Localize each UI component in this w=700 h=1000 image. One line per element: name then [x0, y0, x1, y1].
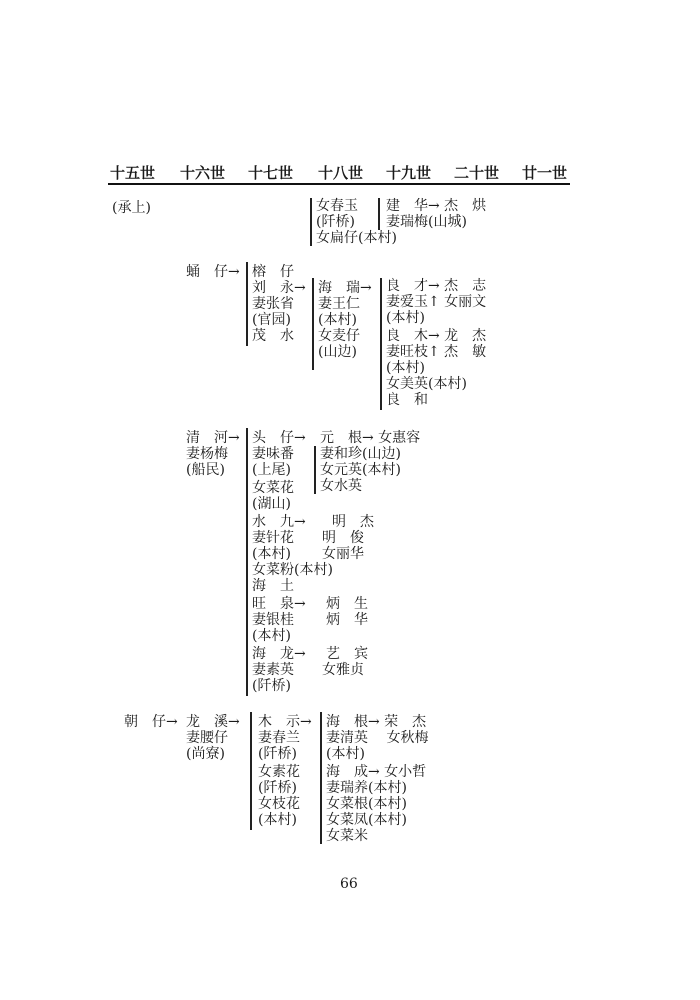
person-entry: 女雅贞	[322, 662, 364, 678]
gen-21: 廿一世	[522, 164, 568, 182]
person-entry: 女扁仔(本村)	[316, 230, 397, 246]
person-entry: 女春玉	[316, 198, 358, 214]
person-entry: 朝 仔→	[124, 714, 178, 730]
person-entry: 榕 仔	[252, 264, 294, 280]
page-number: 66	[340, 876, 358, 892]
person-entry: 女枝花	[258, 796, 300, 812]
gen-16: 十六世	[180, 164, 226, 182]
person-entry: 海 龙→	[252, 646, 306, 662]
bracket-line	[380, 278, 382, 410]
person-entry: 妻银桂	[252, 612, 294, 628]
bracket-line	[314, 446, 316, 494]
person-note: (尚寮)	[186, 746, 225, 762]
person-entry: 妻爱玉↑ 女丽文	[386, 294, 487, 310]
person-entry: 女菜凤(本村)	[326, 812, 407, 828]
gen-18: 十八世	[318, 164, 364, 182]
person-entry: 妻瑞养(本村)	[326, 780, 407, 796]
person-note: (阡桥)	[316, 214, 355, 230]
person-entry: 艺 宾	[326, 646, 368, 662]
person-note: (山边)	[318, 344, 357, 360]
person-entry: 明 杰	[332, 514, 374, 530]
person-entry: 女丽华	[322, 546, 364, 562]
bracket-line	[378, 198, 380, 230]
person-entry: 女麦仔	[318, 328, 360, 344]
person-note: (阡桥)	[258, 780, 297, 796]
person-entry: 炳 生	[326, 596, 368, 612]
person-note: (本村)	[326, 746, 365, 762]
gen-19: 十九世	[386, 164, 432, 182]
person-entry: 木 示→	[258, 714, 312, 730]
person-entry: 海 根→ 荣 杰	[326, 714, 427, 730]
person-entry: 妻和珍(山边)	[320, 446, 401, 462]
continued-note: (承上)	[112, 200, 151, 216]
person-entry: 女菜粉(本村)	[252, 562, 333, 578]
person-entry: 妻旺枝↑ 杰 敏	[386, 344, 487, 360]
bracket-line	[312, 278, 314, 370]
person-entry: 刘 永→	[252, 280, 306, 296]
person-note: (官园)	[252, 312, 291, 328]
person-entry: 茂 水	[252, 328, 294, 344]
bracket-line	[246, 428, 248, 696]
person-entry: 元 根→ 女惠容	[320, 430, 421, 446]
person-note: (阡桥)	[258, 746, 297, 762]
person-entry: 良 木→ 龙 杰	[386, 328, 487, 344]
person-entry: 良 才→ 杰 志	[386, 278, 487, 294]
person-entry: 龙 溪→	[186, 714, 240, 730]
person-entry: 旺 泉→	[252, 596, 306, 612]
person-entry: 妻王仁	[318, 296, 360, 312]
person-note: (本村)	[258, 812, 297, 828]
person-note: (船民)	[186, 462, 225, 478]
person-entry: 建 华→ 杰 烘	[386, 198, 487, 214]
person-note: (湖山)	[252, 496, 291, 512]
gen-17: 十七世	[248, 164, 294, 182]
person-note: (阡桥)	[252, 678, 291, 694]
person-entry: 海 土	[252, 578, 294, 594]
person-note: (上尾)	[252, 462, 291, 478]
person-entry: 水 九→	[252, 514, 306, 530]
person-entry: 女美英(本村)	[386, 376, 467, 392]
person-note: (本村)	[386, 310, 425, 326]
person-entry: 蛹 仔→	[186, 264, 240, 280]
person-entry: 海 成→ 女小哲	[326, 764, 427, 780]
bracket-line	[246, 262, 248, 346]
person-entry: 女素花	[258, 764, 300, 780]
bracket-line	[310, 198, 312, 246]
header-rule	[108, 183, 570, 185]
person-entry: 炳 华	[326, 612, 368, 628]
person-entry: 妻针花	[252, 530, 294, 546]
person-entry: 良 和	[386, 392, 428, 408]
person-entry: 妻味番	[252, 446, 294, 462]
person-entry: 女水英	[320, 478, 362, 494]
person-note: (本村)	[252, 546, 291, 562]
bracket-line	[320, 712, 322, 844]
person-entry: 妻杨梅	[186, 446, 228, 462]
person-entry: 明 俊	[322, 530, 364, 546]
person-entry: 女元英(本村)	[320, 462, 401, 478]
person-note: (本村)	[252, 628, 291, 644]
person-note: (本村)	[318, 312, 357, 328]
person-entry: 妻张省	[252, 296, 294, 312]
person-entry: 女菜根(本村)	[326, 796, 407, 812]
bracket-line	[250, 712, 252, 830]
gen-15: 十五世	[110, 164, 156, 182]
person-entry: 妻腰仔	[186, 730, 228, 746]
person-entry: 海 瑞→	[318, 280, 372, 296]
person-entry: 清 河→	[186, 430, 240, 446]
person-entry: 妻清英 女秋梅	[326, 730, 429, 746]
person-entry: 女菜花	[252, 480, 294, 496]
gen-20: 二十世	[454, 164, 500, 182]
person-entry: 女菜米	[326, 828, 368, 844]
person-entry: 头 仔→	[252, 430, 306, 446]
person-note: (本村)	[386, 360, 425, 376]
person-entry: 妻素英	[252, 662, 294, 678]
person-entry: 妻瑞梅(山城)	[386, 214, 467, 230]
person-entry: 妻春兰	[258, 730, 300, 746]
